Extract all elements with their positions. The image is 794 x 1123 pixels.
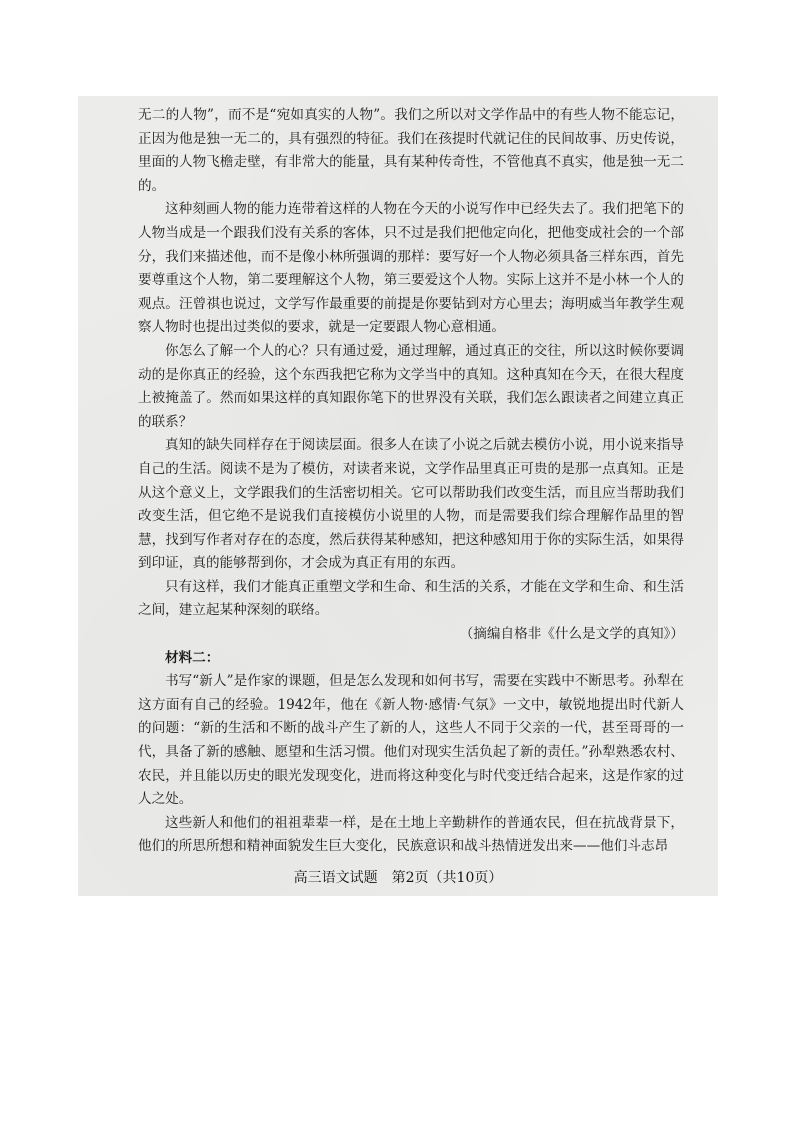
paragraph-5: 只有这样，我们才能真正重塑文学和生命、和生活的关系，才能在文学和生命、和生活之间，建立起某种深刻的联络。 [138, 578, 684, 619]
page-footer: 高三语文试题 第2页（共10页） [293, 870, 503, 886]
paragraph-3: 你怎么了解一个人的心？只有通过爱，通过理解，通过真正的交往，所以这时候你要调动的是你真正的经验，这个东西我把它称为文学当中的真知。这种真知在今天，在很大程度上被掩盖了。然而如果这样的真知跟你笔下的世界没有关联，我们怎么跟读者之间建立真正的联系？ [138, 342, 684, 430]
source-citation: （摘编自格非《什么是文学的真知》） [459, 626, 684, 643]
paragraph-2: 这种刻画人物的能力连带着这样的人物在今天的小说写作中已经失去了。我们把笔下的人物当成是一个跟我们没有关系的客体，只不过是我们把他定向化，把他变成社会的一个部分，我们来描述他，而不是像小林所强调的那样：要写好一个人物必须具备三样东西，首先要尊重这个人物，第二要理解这个人物，第三要爱这个人物。实际上这并不是小林一个人的观点。汪曾祺也说过，文学写作最重要的前提是你要钻到对方心里去；海明威当年教学生观察人物时也提出过类似的要求，就是一定要跟人物心意相通。 [138, 201, 684, 336]
material-2-heading: 材料二： [165, 649, 220, 666]
paragraph-4: 真知的缺失同样存在于阅读层面。很多人在读了小说之后就去模仿小说，用小说来指导自己的生活。阅读不是为了模仿，对读者来说，文学作品里真正可贵的是那一点真知。正是从这个意义上，文学跟我们的生活密切相关。它可以帮助我们改变生活，而且应当帮助我们改变生活，但它绝不是说我们直接模仿小说里的人物，而是需要我们综合理解作品里的智慧，找到写作者对存在的态度，然后获得某种感知，把这种感知用于你的实际生活，如果得到印证，真的能够帮到你，才会成为真正有用的东西。 [138, 437, 684, 572]
material-2-paragraph-1: 书写“新人”是作家的课题，但是怎么发现和如何书写，需要在实践中不断思考。孙犁在这方面有自己的经验。1942年，他在《新人物·感情·气氛》一文中，敏锐地提出时代新人的问题：“新的生活和不断的战斗产生了新的人，这些人不同于父亲的一代，甚至哥哥的一代，具备了新的感触、愿望和生活习惯。他们对现实生活负起了新的责任。”孙犁熟悉农村、农民，并且能以历史的眼光发现变化，进而将这种变化与时代变迁结合起来，这是作家的过人之处。 [138, 673, 684, 808]
document-body [138, 104, 684, 859]
paragraph-1: 无二的人物”，而不是“宛如真实的人物”。我们之所以对文学作品中的有些人物不能忘记，正因为他是独一无二的，具有强烈的特征。我们在孩提时代就记住的民间故事、历史传说，里面的人物飞檐走壁，有非常大的能量，具有某种传奇性，不管他真不真实，他是独一无二的。 [138, 107, 684, 194]
material-2-paragraph-2: 这些新人和他们的祖祖辈辈一样，是在土地上辛勤耕作的普通农民，但在抗战背景下，他们的所思所想和精神面貌发生巨大变化，民族意识和战斗热情迸发出来——他们斗志昂 [138, 814, 684, 855]
